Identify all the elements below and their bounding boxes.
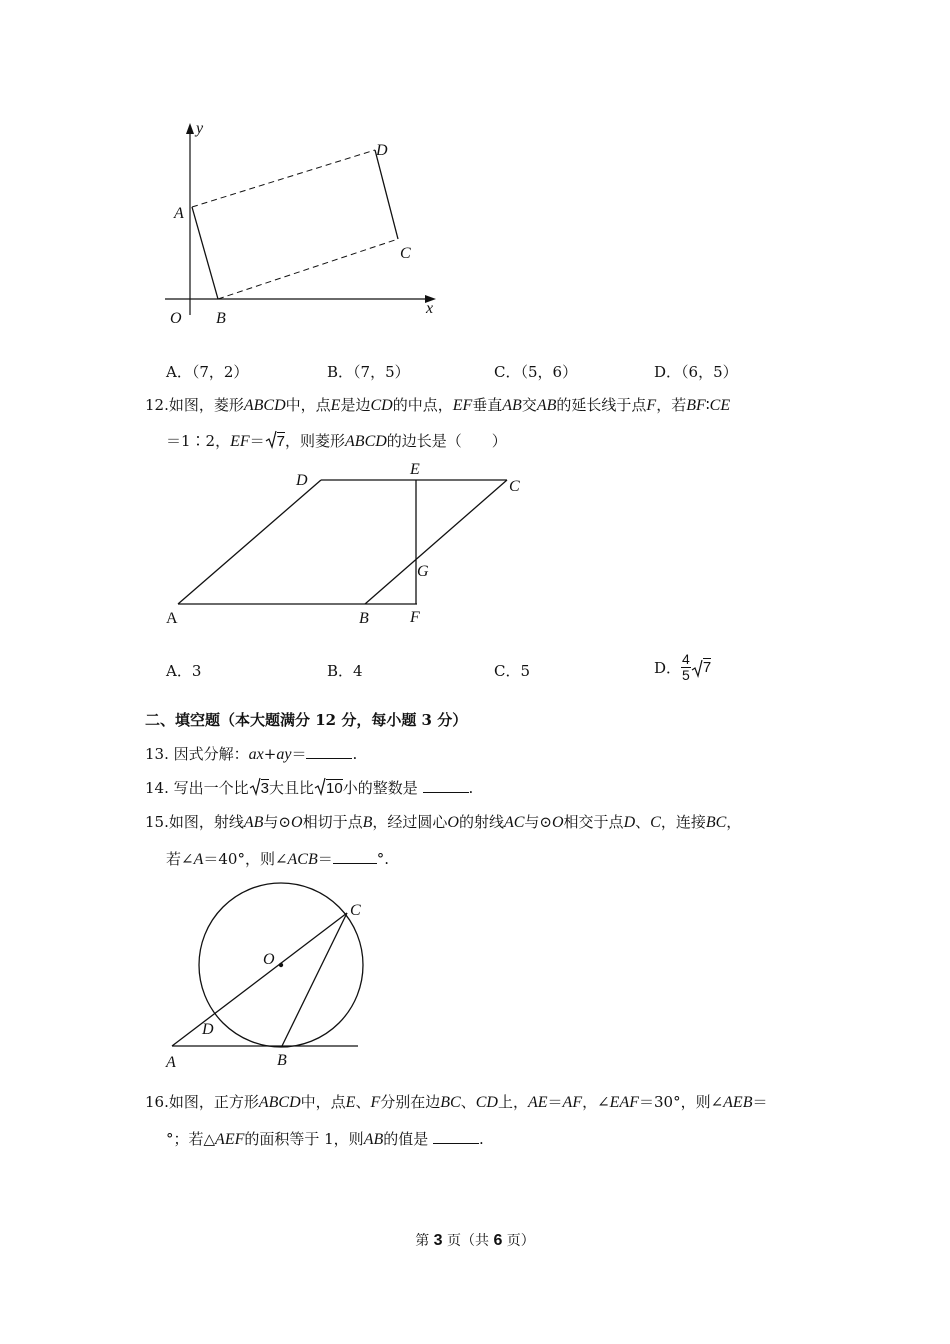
page-footer: 第 3 页（共 6 页）: [415, 1232, 535, 1249]
sqrt-sign: [314, 776, 326, 796]
q12-line2: ＝1∶2，EF＝ 7，则菱形ABCD的边长是（ ）: [166, 429, 507, 452]
section-title: 二、填空题（本大题满分 12 分，每小题 3 分）: [145, 711, 468, 729]
segment-AB: [192, 207, 218, 299]
q11-option-b: B．（7，5）: [327, 363, 410, 381]
figure-q15-circle-tangent: [160, 875, 375, 1075]
figure-q11-coordinate-rectangle: [150, 115, 450, 330]
fraction-4-5: $\frac{4}{5}$: [682, 651, 690, 683]
answer-blank[interactable]: [306, 744, 352, 759]
figure-q12-rhombus: [155, 458, 535, 633]
q14: 14. 写出一个比 3大且比 10小的整数是 .: [145, 776, 473, 799]
sqrt-sign: [265, 429, 277, 449]
label-A: A: [174, 205, 184, 222]
label-C: C: [400, 245, 411, 262]
segment-BC: [218, 239, 398, 299]
q15-line2: 若∠A＝40°，则∠ACB＝ °.: [166, 850, 390, 868]
label-B: B: [216, 310, 226, 327]
label-y: y: [196, 120, 204, 137]
q13: 13. 因式分解：ax+ay＝ .: [145, 745, 358, 763]
q12-option-d: D． $\frac{4}{5}$ 7: [654, 651, 712, 683]
answer-blank[interactable]: [333, 849, 377, 864]
label-E: E: [410, 461, 420, 478]
segment-BC: [282, 913, 347, 1046]
center-point-O: [279, 963, 283, 967]
label-B: B: [277, 1052, 287, 1069]
y-axis-arrow: [186, 123, 194, 134]
q16-line2: °；若△AEF的面积等于 1，则AB的值是 .: [166, 1130, 484, 1148]
q12-line1: 12.如图，菱形ABCD中，点E是边CD的中点，EF垂直AB交AB的延长线于点F，若BF∶CE: [145, 396, 731, 414]
label-O: O: [263, 951, 275, 968]
label-x: x: [426, 300, 434, 317]
answer-blank[interactable]: [423, 778, 469, 793]
page-number: 3: [433, 1232, 443, 1249]
side-BC: [365, 480, 507, 604]
sqrt-sign: [249, 776, 261, 796]
q11-option-d: D．（6，5）: [654, 363, 738, 381]
q15-line1: 15.如图，射线AB与⊙O相切于点B，经过圆心O的射线AC与⊙O相交于点D、C，连接BC，: [145, 813, 742, 831]
q12-option-c: C．5: [494, 662, 531, 680]
label-D: D: [202, 1021, 214, 1038]
page-total: 6: [493, 1232, 503, 1249]
label-A: A: [166, 610, 178, 627]
label-F: F: [410, 609, 420, 626]
segment-DC: [375, 150, 398, 239]
label-D: D: [296, 472, 308, 489]
sqrt-sign: [691, 658, 703, 678]
q12-option-b: B．4: [327, 662, 363, 680]
label-O: O: [170, 310, 182, 327]
label-C: C: [350, 902, 361, 919]
label-A: A: [166, 1054, 176, 1071]
label-G: G: [417, 563, 429, 580]
label-C: C: [509, 478, 520, 495]
q11-option-a: A．（7，2）: [166, 363, 249, 381]
q12-option-a: A．3: [166, 662, 202, 680]
label-D: D: [376, 142, 388, 159]
side-AD: [178, 480, 321, 604]
q11-option-c: C．（5，6）: [494, 363, 578, 381]
answer-blank[interactable]: [433, 1129, 479, 1144]
label-B: B: [359, 610, 369, 627]
segment-AD: [192, 150, 375, 207]
q16-line1: 16.如图，正方形ABCD中，点E、F分别在边BC、CD上，AE＝AF，∠EAF＝30°，则∠AEB＝: [145, 1093, 768, 1111]
ray-AC: [172, 913, 347, 1046]
